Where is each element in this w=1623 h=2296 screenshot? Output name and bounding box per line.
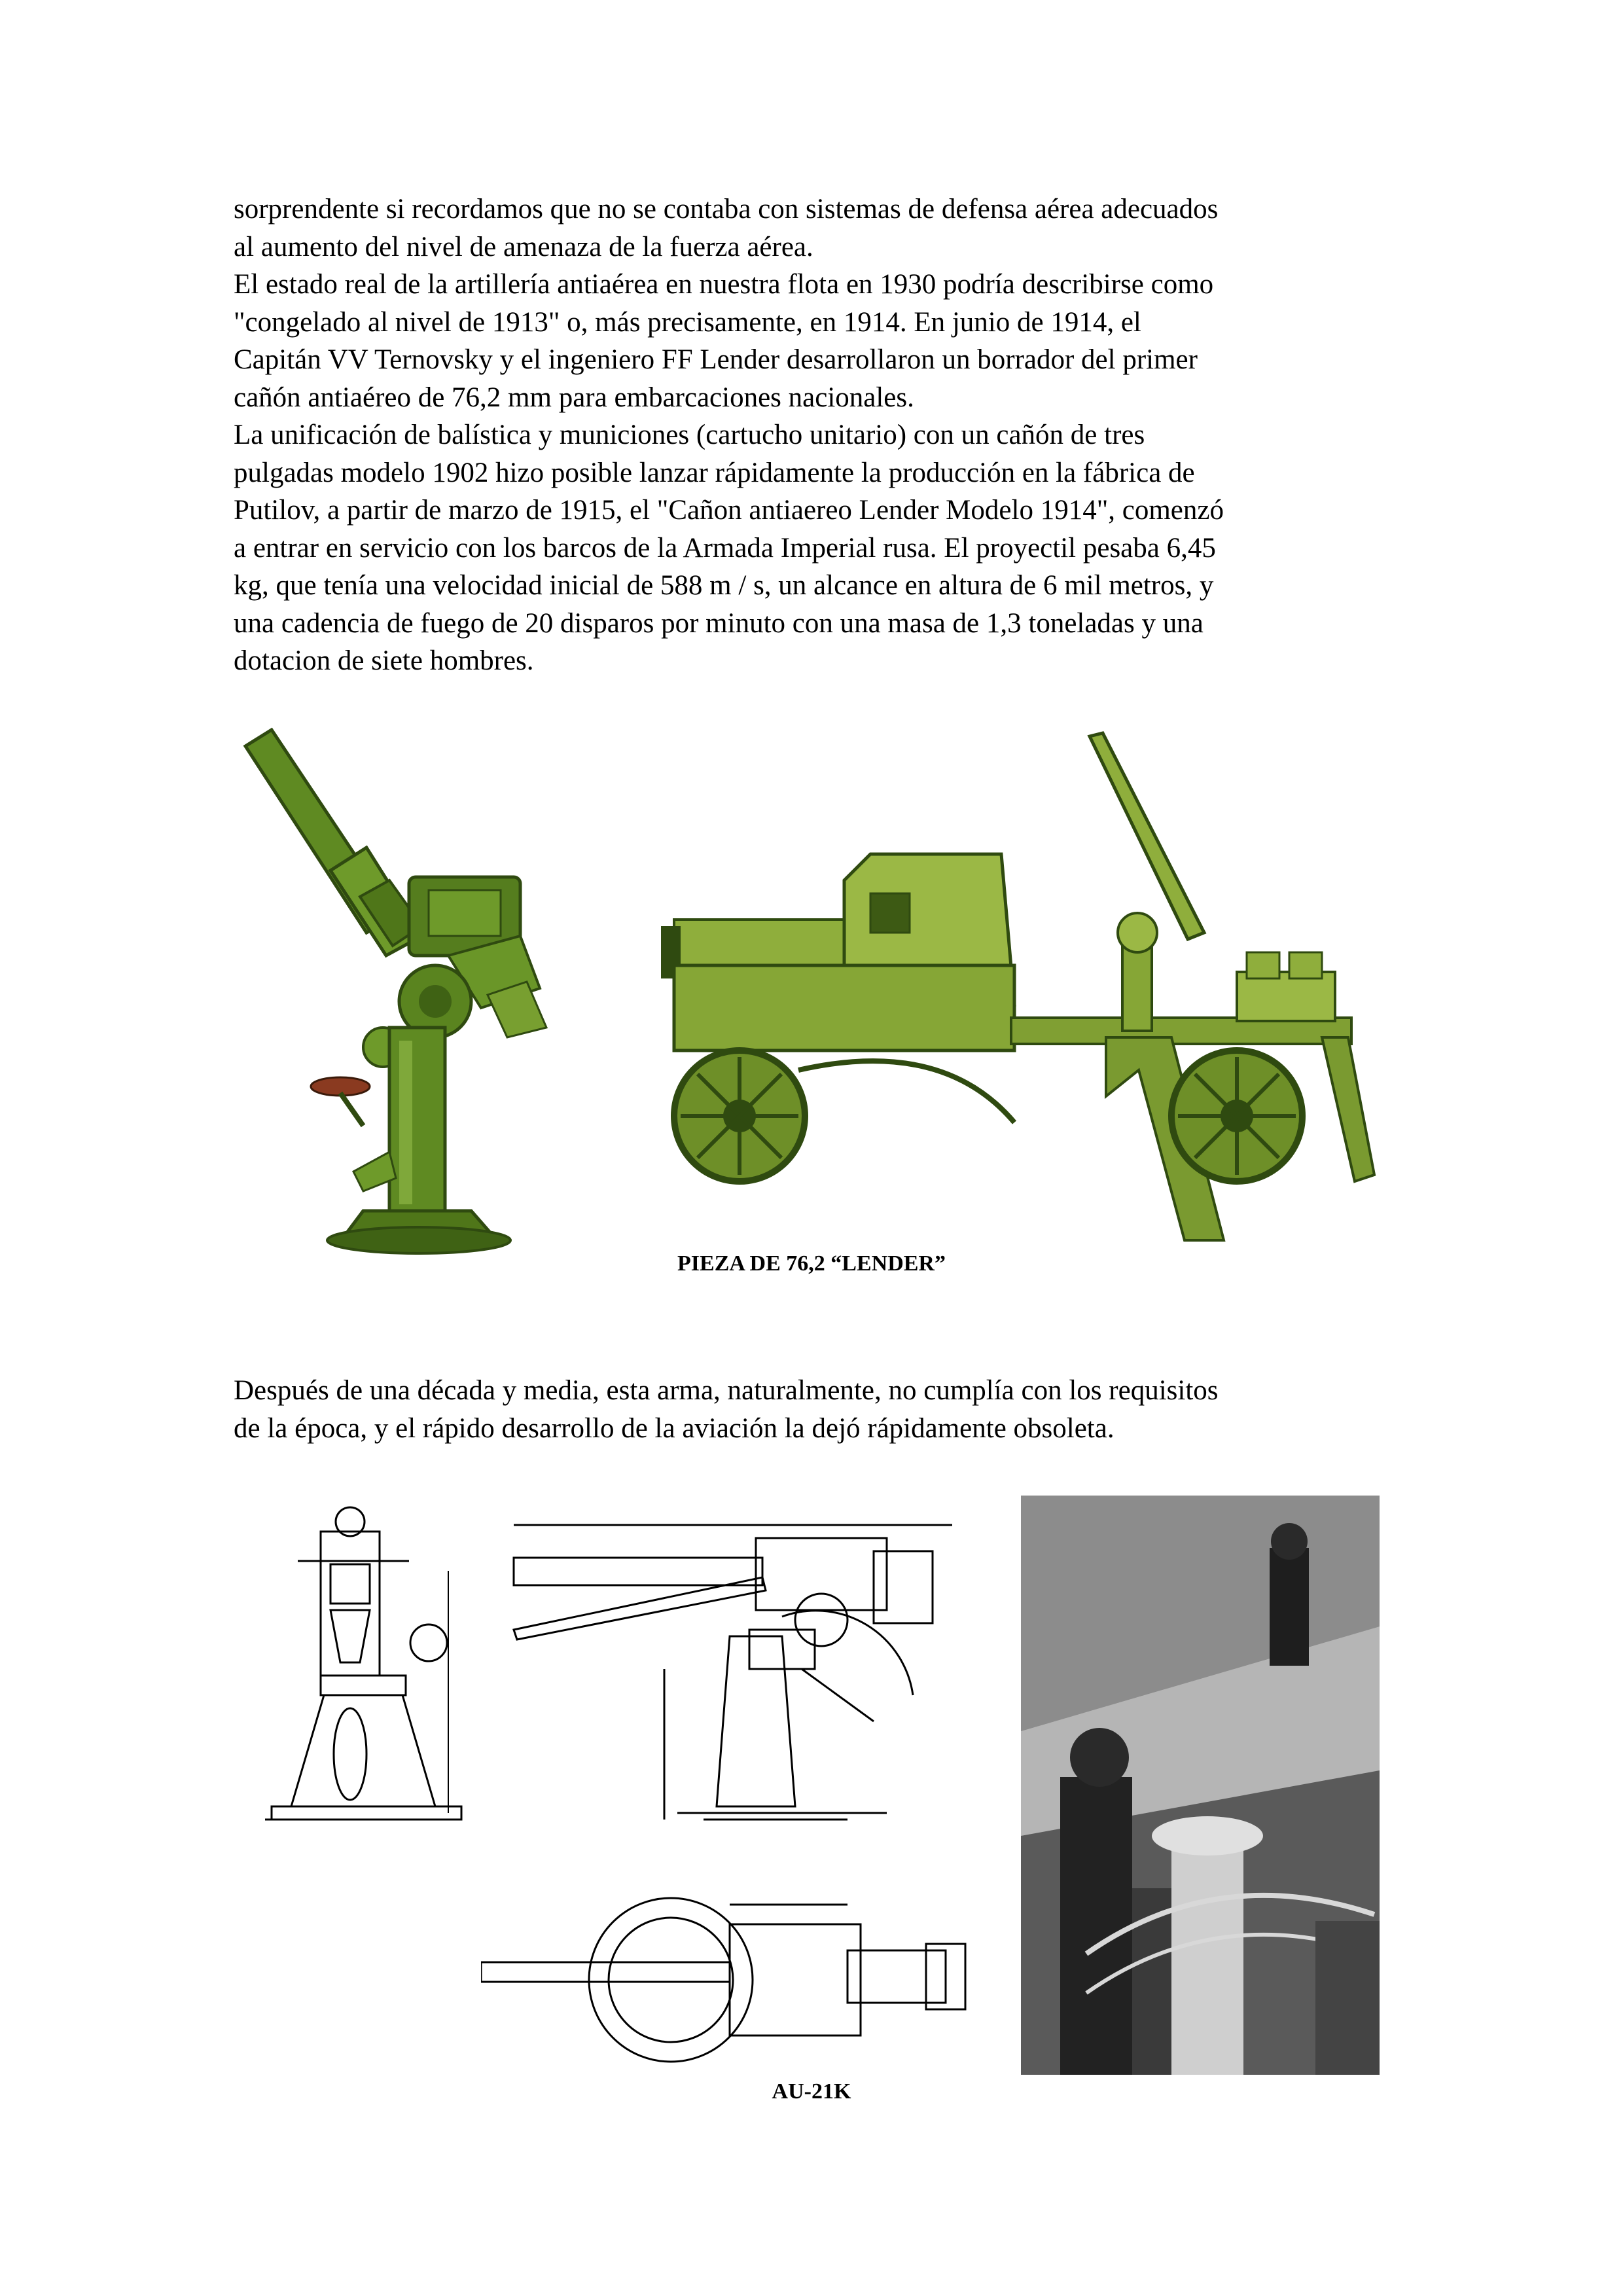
paragraph-middle (234, 1372, 1399, 1447)
side-view-drawing (507, 1499, 1005, 1865)
text-line: al aumento del nivel de amenaza de la fuerza aérea. (234, 231, 813, 262)
lender-truck-mounted-image (648, 730, 1394, 1247)
text-line: de la época, y el rápido desarrollo de la aviación la dejó rápidamente obsoleta. (234, 1412, 1115, 1444)
text-line: Putilov, a partir de marzo de 1915, el "Cañon antiaereo Lender Modelo 1914", comenzó (234, 495, 1224, 526)
crew-photograph-image (1021, 1496, 1380, 2075)
text-line: "congelado al nivel de 1913" o, más precisamente, en 1914. En junio de 1914, el (234, 306, 1141, 338)
text-line: a entrar en servicio con los barcos de la Armada Imperial rusa. El proyectil pesaba 6,45 (234, 532, 1216, 564)
pedestal (327, 1028, 510, 1253)
seat (311, 1077, 370, 1126)
text-line: Capitán VV Ternovsky y el ingeniero FF Lender desarrollaron un borrador del primer (234, 344, 1198, 375)
figure-2-caption: AU-21K (772, 2079, 851, 2104)
text-line: La unificación de balística y municiones (cartucho unitario) con un cañón de tres (234, 420, 1145, 450)
text-line: Después de una década y media, esta arma, naturalmente, no cumplía con los requisitos (234, 1375, 1219, 1406)
lender-naval-mount-image (232, 720, 645, 1257)
text-line: kg, que tenía una velocidad inicial de 588 m / s, un alcance en altura de 6 mil metros, y (234, 570, 1214, 601)
front-view-drawing (259, 1505, 474, 1859)
text-line: cañón antiaéreo de 76,2 mm para embarcaciones nacionales. (234, 382, 914, 413)
truck-body (661, 854, 1351, 1050)
text-line: pulgadas modelo 1902 hizo posible lanzar rápidamente la producción en la fábrica de (234, 457, 1195, 488)
text-line: dotacion de siete hombres. (234, 645, 534, 676)
figure-1-caption: PIEZA DE 76,2 “LENDER” (677, 1251, 946, 1276)
text-line: una cadencia de fuego de 20 disparos por minuto con una masa de 1,3 toneladas y una (234, 607, 1204, 639)
text-line: El estado real de la artillería antiaérea en nuestra flota en 1930 podría describirse como (234, 269, 1214, 300)
paragraph-top (234, 190, 1399, 680)
top-view-drawing (481, 1885, 1018, 2068)
truck-wheels (674, 1050, 1302, 1181)
gun-barrel (245, 730, 422, 956)
text-line: sorprendente si recordamos que no se contaba con sistemas de defensa aérea adecuados (234, 194, 1219, 224)
